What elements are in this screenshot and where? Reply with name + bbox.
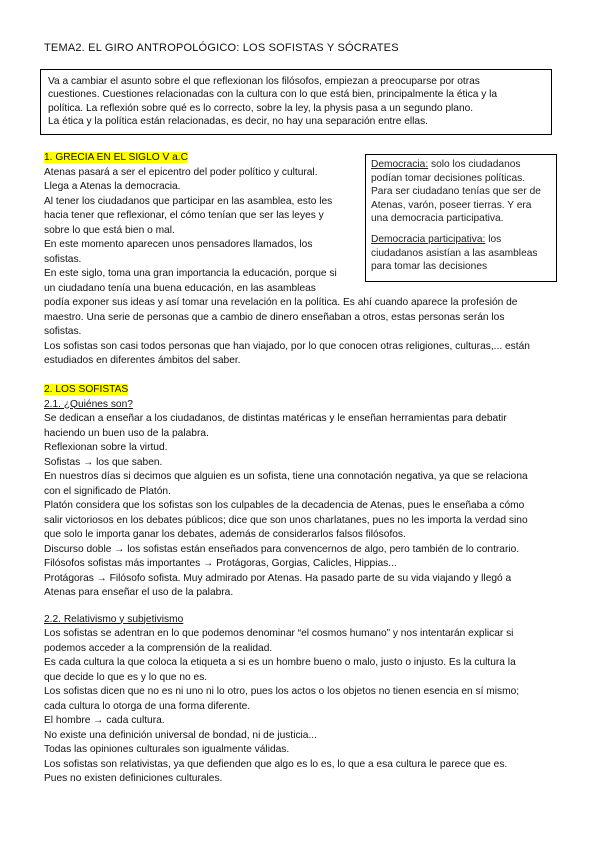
- paragraph-line: Pues no existen definiciones culturales.: [44, 773, 223, 784]
- sidebox-term: Democracia participativa:: [371, 233, 486, 245]
- paragraph-line: Filósofos sofistas más importantes → Protágoras, Gorgias, Calicles, Hippias...: [44, 558, 397, 569]
- paragraph-line: podemos acceder a la comprensión de la realidad.: [44, 642, 273, 654]
- paragraph-line: sofistas.: [44, 253, 82, 265]
- sidebox-line: Atenas, varón, poseer tierras. Y era: [371, 199, 532, 211]
- democracy-sidebox: [365, 154, 557, 282]
- paragraph-line: maestro. Una serie de personas que a cambio de dinero enseñaban a otros, estas personas serán los: [44, 311, 505, 323]
- subsection-heading: 2.2. Relativismo y subjetivismo: [44, 613, 184, 625]
- paragraph-line: con el significado de Platón.: [44, 485, 171, 497]
- paragraph-line: haciendo un buen uso de la palabra.: [44, 427, 209, 439]
- paragraph-line: sofistas.: [44, 326, 82, 337]
- sidebox-line: ciudadanos asistían a las asambleas: [371, 247, 538, 259]
- paragraph-line: Todas las opiniones culturales son igualmente válidas.: [44, 744, 290, 755]
- paragraph-line: Sofistas → los que saben.: [44, 456, 163, 468]
- sidebox-line: una democracia participativa.: [371, 213, 504, 225]
- intro-line: cuestiones. Cuestiones relacionadas con la cultura con lo que está bien, principalmente la ética y la: [48, 89, 498, 101]
- paragraph-line: cada cultura lo otorga de una forma diferente.: [44, 700, 251, 712]
- document-title: TEMA2. EL GIRO ANTROPOLÓGICO: LOS SOFISTAS Y SÓCRATES: [44, 42, 399, 54]
- paragraph-line: sobre lo que está bien o mal.: [44, 224, 175, 236]
- paragraph-line: que solo le importa ganar los debates, además de considerarlos falsos filósofos.: [44, 529, 406, 540]
- intro-box: [40, 69, 552, 135]
- paragraph-line: Los sofistas son casi todos personas que han viajado, por lo que conocen otras religiones, culturas,... están: [44, 340, 530, 352]
- sidebox-line: podían tomar decisiones políticas.: [371, 172, 526, 184]
- paragraph-line: Reflexionan sobre la virtud.: [44, 442, 168, 453]
- paragraph-line: Platón considera que los sofistas son los culpables de la decadencia de Atenas, pues le enseñaba a cómo: [44, 500, 525, 511]
- paragraph-line: Protágoras → Filósofo sofista. Muy admirado por Atenas. Ha pasado parte de su vida viajando y llegó a: [44, 572, 512, 584]
- section2: [44, 383, 556, 787]
- section1-heading: 1. GRECIA EN EL SIGLO V a.C: [44, 152, 188, 163]
- intro-line: Va a cambiar el asunto sobre el que reflexionan los filósofos, empiezan a preocuparse por otras: [48, 76, 480, 87]
- paragraph-line: Discurso doble → los sofistas están enseñados para convencernos de algo, pero también de lo contrario.: [44, 543, 520, 555]
- paragraph-line: podía exponer sus ideas y así tomar una revelación en la política. Es ahí cuando aparece la profesión de: [44, 297, 518, 308]
- paragraph-line: estudiados en diferentes ámbitos del saber.: [44, 355, 241, 366]
- paragraph-line: Los sofistas dicen que no es ni uno ni lo otro, pues los actos o los objetos no tienen esencia en sí mismo;: [44, 686, 520, 697]
- sidebox-line: para tomar las decisiones: [371, 261, 488, 273]
- paragraph-line: El hombre → cada cultura.: [44, 715, 165, 726]
- paragraph-line: Se dedican a enseñar a los ciudadanos, de distintas matéricas y le enseñan herramientas para debatir: [44, 413, 507, 424]
- paragraph-line: salir victoriosos en los debates públicos; dice que son unos charlatanes, pues no les importa la verdad sino: [44, 514, 528, 526]
- paragraph-line: hacia tener que reflexionar, el cómo tenían que ser las leyes y: [44, 210, 324, 221]
- intro-line: La ética y la política están relacionadas, es decir, no hay una separación entre ellas.: [48, 116, 429, 128]
- paragraph-line: Los sofistas son relativistas, ya que defienden que algo es lo es, lo que a esa cultura le parece que es.: [44, 758, 508, 770]
- paragraph-line: Atenas pasará a ser el epicentro del poder político y cultural.: [44, 166, 318, 178]
- paragraph-line: Llega a Atenas la democracia.: [44, 181, 181, 192]
- intro-line: política. La reflexión sobre qué es lo correcto, sobre la ley, la physis pasa a un segundo plano.: [48, 102, 474, 114]
- subsection-heading: 2.1. ¿Quiénes son?: [44, 398, 133, 410]
- paragraph-line: Es cada cultura la que coloca la etiqueta a si es un hombre bueno o malo, justo o injusto. Es la cultura la: [44, 657, 516, 668]
- sidebox-term: Democracia:: [371, 159, 429, 170]
- paragraph-line: No existe una definición universal de bondad, ni de justicia...: [44, 729, 317, 741]
- paragraph-line: Atenas para enseñar el uso de la palabra.: [44, 587, 234, 598]
- paragraph-line: En este momento aparecen unos pensadores llamados, los: [44, 239, 313, 250]
- paragraph-line: Al tener los ciudadanos que participar en las asamblea, esto les: [44, 195, 333, 207]
- section2-heading: 2. LOS SOFISTAS: [44, 384, 129, 395]
- paragraph-line: En nuestros días si decimos que alguien es un sofista, tiene una connotación negativa, ya que se relaciona: [44, 471, 528, 482]
- paragraph-line: un ciudadano tenía una buena educación, en las asambleas: [44, 282, 316, 294]
- paragraph-line: que decide lo que es y lo que no es.: [44, 671, 208, 683]
- paragraph-line: Los sofistas se adentran en lo que podemos denominar “el cosmos humano” y nos intentarán explicar si: [44, 628, 514, 639]
- sidebox-text: los: [485, 233, 502, 245]
- sidebox-text: solo los ciudadanos: [428, 159, 521, 170]
- paragraph-line: En este siglo, toma una gran importancia la educación, porque si: [44, 268, 337, 279]
- sidebox-line: Para ser ciudadano tenías que ser de: [371, 186, 541, 198]
